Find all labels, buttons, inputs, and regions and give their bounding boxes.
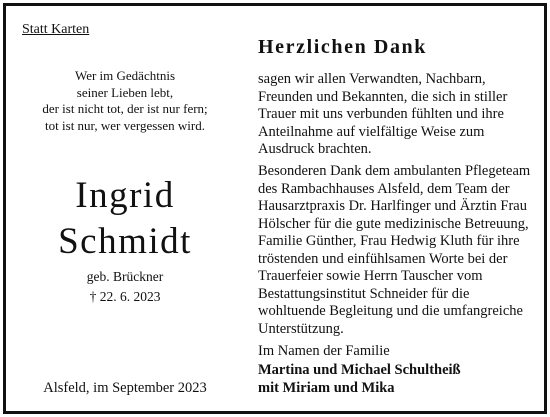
thanks-paragraph-1 (258, 71, 542, 159)
notice-frame (3, 3, 547, 414)
place-and-date: Alsfeld, im September 2023 (43, 380, 207, 396)
poem-line: Wer im Gedächtnis (74, 68, 176, 83)
family-signature (258, 362, 461, 397)
text-line: Trauer mit uns verbunden fühlten und ihre (258, 106, 504, 122)
text-line: wohltuende Begleitung und die umfangreiche (258, 303, 523, 319)
birth-name: geb. Brückner (86, 269, 164, 284)
statt-karten-label: Statt Karten (22, 22, 90, 37)
poem-line: tot ist nur, wer vergessen wird. (45, 117, 205, 133)
text-line: sagen wir allen Verwandten, Nachbarn, (258, 71, 486, 87)
text-line: des Rambachhauses Alsfeld, dem Team der (258, 180, 510, 197)
text-line: Familie Günther, Frau Hedwig Kluth für ihre (258, 233, 520, 249)
deceased-last-name: Schmidt (58, 221, 192, 262)
closing-line: Im Namen der Familie (258, 343, 390, 359)
poem-line: der ist nicht tot, der ist nur fern; (42, 101, 208, 116)
text-line: Trauerfeier sowie Herrn Tauscher vom (258, 268, 483, 284)
right-column (258, 6, 542, 411)
text-line: tröstenden und einfühlsamen Worte bei der (258, 250, 508, 267)
thanks-paragraph-2 (258, 163, 542, 338)
text-line: Unterstützung. (258, 320, 344, 337)
text-line: Freunden und Bekannten, die sich in stiller (258, 88, 508, 105)
death-date: † 22. 6. 2023 (89, 289, 161, 304)
poem-line: seiner Lieben lebt, (76, 84, 174, 100)
left-column (6, 6, 244, 411)
signature-line: mit Miriam und Mika (258, 379, 395, 396)
deceased-first-name: Ingrid (75, 175, 175, 216)
memorial-poem (6, 68, 244, 134)
text-line: Anteilnahme auf vielfältige Weise zum (258, 123, 485, 140)
text-line: Hausarztpraxis Dr. Harlfinger und Ärztin Frau (258, 198, 527, 214)
text-line: Besonderen Dank dem ambulanten Pflegeteam (258, 163, 531, 179)
text-line: Hölscher für die gute medizinische Betreuung, (258, 215, 529, 232)
signature-line: Martina und Michael Schultheiß (258, 362, 461, 378)
text-line: Ausdruck brachten. (258, 141, 372, 157)
text-line: Bestattungsinstitut Schneider für die (258, 285, 470, 302)
thanks-heading: Herzlichen Dank (258, 36, 427, 58)
